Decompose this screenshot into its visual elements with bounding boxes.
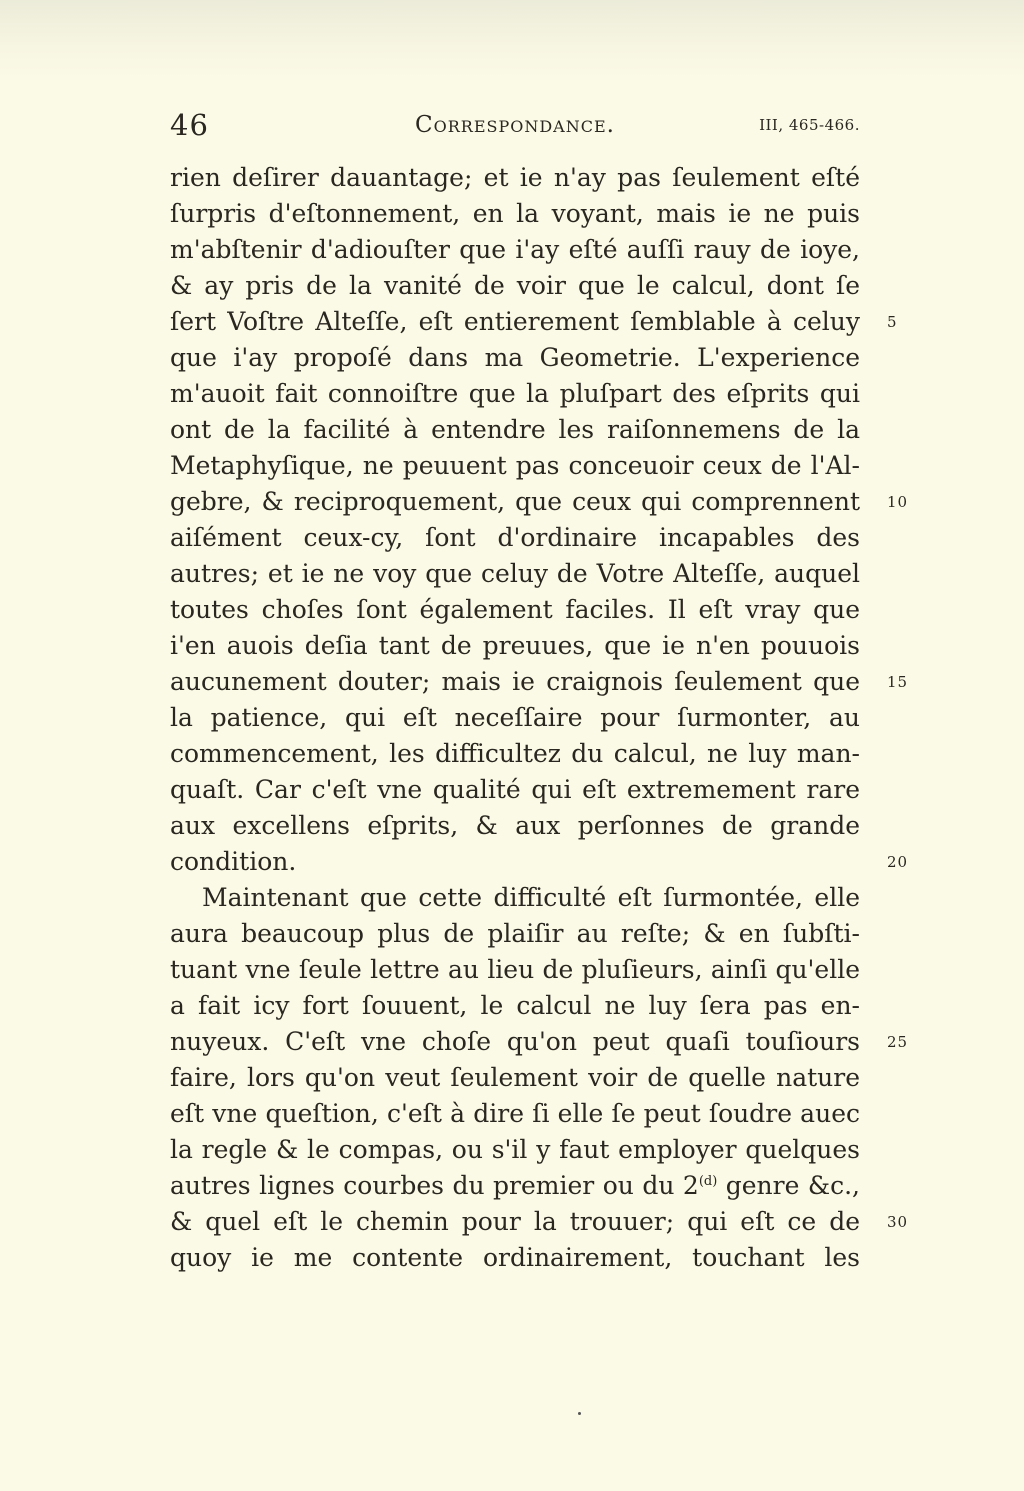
text-line: m'abſtenir d'adiouſter que i'ay eſté auſſi rauy de ioye, [170, 235, 860, 264]
footnote-marker: (d) [698, 1174, 718, 1189]
text-line: toutes choſes ſont également faciles. Il eſt vray que [170, 595, 860, 624]
text-line-with-note: autres lignes courbes du premier ou du 2$^{(d)}$ genre &c., [170, 1171, 861, 1200]
stray-dot [578, 1412, 581, 1415]
line-number: 10 [887, 493, 909, 511]
page-reference: III, 465-466. [759, 116, 860, 134]
page-edge-shadow [0, 0, 1024, 80]
page-number: 46 [170, 108, 209, 142]
text-line: rien deſirer dauantage; et ie n'ay pas ſeulement eſté [170, 163, 860, 192]
text-line: la regle & le compas, ou s'il y faut employer quelques [170, 1135, 860, 1164]
text-line: commencement, les difficultez du calcul, ne luy man- [170, 739, 860, 768]
text-line: eſt vne queſtion, c'eſt à dire ſi elle ſe peut ſoudre auec [170, 1099, 860, 1128]
line-number: 25 [887, 1033, 909, 1051]
text-line: ont de la facilité à entendre les raiſonnemens de la [170, 415, 860, 444]
line-number: 15 [887, 673, 909, 691]
running-title: Correspondance. [415, 112, 615, 138]
text-line: gebre, & reciproquement, que ceux qui comprennent 10 [170, 484, 860, 520]
text-line: quaſt. Car c'eſt vne qualité qui eſt extremement rare [170, 775, 860, 804]
text-line: Metaphyſique, ne peuuent pas conceuoir ceux de l'Al- [170, 451, 860, 480]
body-text [170, 160, 909, 1276]
text-line: la patience, qui eſt neceſſaire pour ſurmonter, au [170, 703, 860, 732]
paragraph-start-line: Maintenant que cette difficulté eſt ſurmontée, elle [202, 883, 860, 912]
line-number: 30 [887, 1213, 909, 1231]
text-line: autres; et ie ne voy que celuy de Votre Alteſſe, auquel [170, 559, 860, 588]
text-line: a fait icy fort ſouuent, le calcul ne luy ſera pas en- [170, 991, 860, 1020]
line-number: 20 [887, 853, 909, 871]
text-line: que i'ay propoſé dans ma Geometrie. L'experience [170, 343, 860, 372]
text-line: m'auoit fait connoiſtre que la pluſpart des eſprits qui [170, 379, 860, 408]
text-line: aucunement douter; mais ie craignois ſeulement que 15 [170, 664, 860, 700]
text-line: & ay pris de la vanité de voir que le calcul, dont ſe [170, 271, 860, 300]
text-line: faire, lors qu'on veut ſeulement voir de quelle nature [170, 1063, 860, 1092]
text-line: & quel eſt le chemin pour la trouuer; qui eſt ce de 30 [170, 1204, 860, 1240]
text-line: aura beaucoup plus de plaiſir au reſte; & en ſubſti- [170, 919, 860, 948]
text-line: ſert Voſtre Alteſſe, eſt entierement ſemblable à celuy 5 [170, 304, 860, 340]
text-line: condition. 20 [170, 844, 860, 880]
text-line: quoy ie me contente ordinairement, touchant les [170, 1243, 860, 1272]
page-header [170, 108, 860, 148]
text-line: nuyeux. C'eſt vne choſe qu'on peut quaſi touſiours 25 [170, 1024, 860, 1060]
text-line: i'en auois deſia tant de preuues, que ie n'en pouuois [170, 631, 860, 660]
text-line: ſurpris d'eſtonnement, en la voyant, mais ie ne puis [170, 199, 860, 228]
line-number: 5 [887, 313, 898, 331]
text-line: aiſément ceux-cy, ſont d'ordinaire incapables des [170, 523, 860, 552]
text-line: aux excellens eſprits, & aux perſonnes de grande [170, 811, 860, 840]
text-line: tuant vne ſeule lettre au lieu de pluſieurs, ainſi qu'elle [170, 955, 860, 984]
